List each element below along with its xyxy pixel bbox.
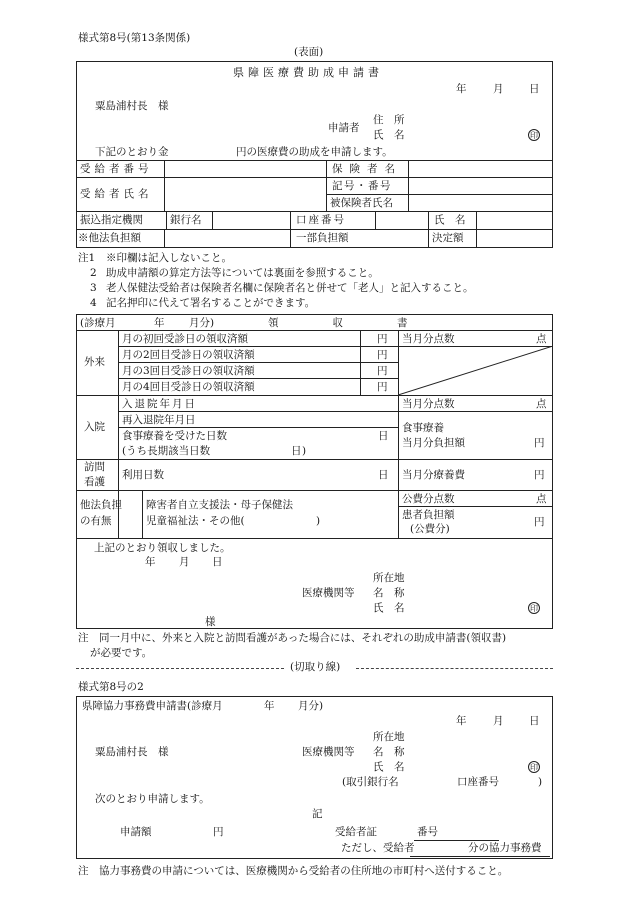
table-rule [164,229,165,248]
table-rule [118,378,398,379]
readmission-dates: 再入退院年月日 [122,414,196,426]
table-rule [375,211,376,229]
patient-burden-label: 患者負担額 [402,509,455,521]
form2-title: 県障協力事務費申請書(診療月 [82,700,223,712]
monthly-points-label: 当月分点数 [402,333,455,345]
points-unit: 点 [536,398,547,410]
institution-label: 医療機関等 [302,587,355,599]
recipient-name-label: 受給者氏名 [80,188,153,200]
monthly-burden-label: 当月分負担額 [402,437,465,449]
location-label: 所在地 [373,572,405,584]
symbol-number-label: 記号・番号 [332,180,392,192]
period-year: 年 [154,317,165,329]
date-year: 年 [456,83,467,95]
form2-institution: 医療機関等 [302,746,355,758]
table-rule [76,160,553,161]
account-holder-label: 氏 名 [434,214,466,226]
form2-date-month: 月 [493,715,504,727]
paren-close: ) [316,515,321,527]
care-fee-label: 当月分療養費 [402,469,465,481]
form2-number: 様式第8号の2 [78,681,144,693]
yen-unit: 円 [377,333,388,345]
note-1-num: 注1 [78,252,96,264]
note-same-month-cont: が必要です。 [90,647,153,659]
fee-underline [410,856,550,857]
bank-name-label: 銀行名 [170,214,202,226]
visit-label: 訪問 [84,461,105,473]
form2-number-label: 番号 [417,826,438,838]
received-year: 年 [145,556,156,568]
cut-line-label: (切取り線) [290,661,341,673]
seal-icon: 印 [530,763,538,772]
table-rule [326,194,553,195]
form2-record-mark: 記 [312,808,323,820]
statement-part-a: 下記のとおり金 [95,146,169,158]
days-unit: 日 [378,430,389,442]
form2-date-day: 日 [529,715,540,727]
public-points-label: 公費分点数 [402,493,455,505]
note-2-text: 助成申請額の算定方法等については裏面を参照すること。 [106,267,379,279]
table-rule [118,362,398,363]
table-rule [212,211,213,229]
note-2-num: 2 [90,267,97,279]
decision-amount-label: 決定額 [432,232,464,244]
table-rule [290,211,291,248]
other-law-burden-label: 他法負担 [80,499,122,511]
yen-unit: 円 [377,349,388,361]
table-rule [76,538,553,539]
date-day: 日 [529,83,540,95]
table-rule [428,211,429,248]
representative-label: 氏 名 [373,602,405,614]
form-number: 様式第8号(第13条関係) [78,32,191,44]
meal-label: 食事療養 [402,422,444,434]
period-open: (診療月 [80,317,116,329]
form2-location: 所在地 [373,731,405,743]
law-line-2: 児童福祉法・その他( [146,515,245,527]
form2-year: 年 [264,700,275,712]
honorific-label: 様 [205,616,216,628]
days-unit: 日 [291,445,302,457]
insured-name-label: 被保険者氏名 [330,197,393,209]
insurer-name-label: 保険者名 [332,163,402,175]
form2-bank-label: (取引銀行名 [342,776,399,788]
outpatient-label: 外来 [84,356,105,368]
table-rule [360,330,361,395]
note-same-month: 注 同一月中に、外来と入院と訪問看護があった場合には、それぞれの助成申請書(領収書) [78,632,507,644]
statement-part-b: 円の医療費の助成を申請します。 [236,146,393,158]
seal-icon: 印 [530,604,538,613]
cut-line-left [76,668,284,669]
front-side-label: (表面) [294,46,324,58]
seal-icon: 印 [530,131,538,140]
inpatient-label: 入院 [84,421,105,433]
name-label: 氏 名 [373,129,405,141]
period-month: 月分) [189,317,215,329]
admission-dates: 入退院年月日 [122,398,197,410]
cut-line-right [356,668,553,669]
form2-however: ただし、受給者 [341,842,415,854]
form2-month-part: 月分) [298,700,324,712]
received-month: 月 [179,556,190,568]
meal-days: 食事療養を受けた日数 [122,430,227,442]
note-4-num: 4 [90,297,97,309]
paren-close: ) [302,445,307,457]
outpatient-row-2: 月の2回目受診日の領収済額 [122,349,255,361]
table-rule [326,160,327,211]
form2-amount-label: 申請額 [120,826,152,838]
yen-unit: 円 [377,365,388,377]
table-rule [76,211,553,212]
points-unit: 点 [536,333,547,345]
form2-representative: 氏 名 [373,761,405,773]
received-day: 日 [212,556,223,568]
yen-unit: 円 [377,381,388,393]
table-rule [76,459,553,460]
account-number-label: 口座番号 [296,214,346,226]
applicant-label: 申請者 [328,122,360,134]
note-3-text: 老人保健法受給者は保険者名欄に保険者名と併せて「老人」と記入すること。 [106,282,474,294]
form2-fee-label: 分の協力事務費 [468,842,542,854]
number-underline [414,840,499,841]
table-rule [142,490,143,538]
outpatient-row-4: 月の4回目受診日の領収済額 [122,381,255,393]
facility-name-label: 名 称 [373,587,405,599]
points-unit: 点 [536,493,547,505]
receipt-title: 領収書 [268,317,462,329]
yen-unit: 円 [534,516,545,528]
table-rule [118,346,398,347]
form2-addressee: 粟島浦村長 様 [95,746,169,758]
long-term-days: (うち長期該当日数 [122,445,211,457]
note-1-text: ※印欄は記入しないこと。 [106,252,232,264]
form-title: 県障医療費助成申請書 [233,66,383,79]
received-statement: 上記のとおり領収しました。 [94,542,231,554]
note-3-num: 3 [90,282,97,294]
table-rule [118,427,398,428]
paren-close: ) [538,776,543,788]
table-rule [166,211,167,229]
date-month: 月 [493,83,504,95]
days-unit: 日 [378,469,389,481]
yen-unit: 円 [534,437,545,449]
law-line-1: 障害者自立支援法・母子保健法 [146,499,293,511]
form2-facility-name: 名 称 [373,746,405,758]
table-rule [164,160,165,211]
monthly-points-label: 当月分点数 [402,398,455,410]
nursing-label: 看護 [84,476,105,488]
table-rule [398,411,553,412]
partial-burden-label: 一部負担額 [296,232,349,244]
table-rule [398,506,553,507]
outpatient-row-1: 月の初回受診日の領収済額 [122,333,248,345]
table-rule [118,411,398,412]
table-rule [76,177,553,178]
table-rule [76,395,553,396]
addressee: 粟島浦村長 様 [95,100,169,112]
form2-statement: 次のとおり申請します。 [95,793,210,805]
form2-certificate-label: 受給者証 [335,826,377,838]
form2-account-label: 口座番号 [457,776,499,788]
outpatient-row-3: 月の3回目受診日の領収済額 [122,365,255,377]
address-label: 住 所 [373,114,405,126]
bank-label: 振込指定機関 [80,214,143,226]
table-rule [76,330,553,331]
table-rule [76,490,553,491]
recipient-number-label: 受給者番号 [80,163,153,175]
note-4-text: 記名押印に代えて署名することができます。 [106,297,316,309]
table-rule [476,211,477,248]
form2-date-year: 年 [456,715,467,727]
table-rule [76,229,553,230]
yen-unit: 円 [534,469,545,481]
usage-days: 利用日数 [122,469,164,481]
final-note: 注 協力事務費の申請については、医療機関から受給者の住所地の市町村へ送付すること。 [78,865,509,877]
table-rule [408,160,409,211]
presence-label: の有無 [80,515,112,527]
diagonal-strike [398,346,553,395]
public-portion-label: (公費分) [410,523,450,535]
yen-unit: 円 [213,826,224,838]
other-law-label: ※他法負担額 [78,232,141,244]
